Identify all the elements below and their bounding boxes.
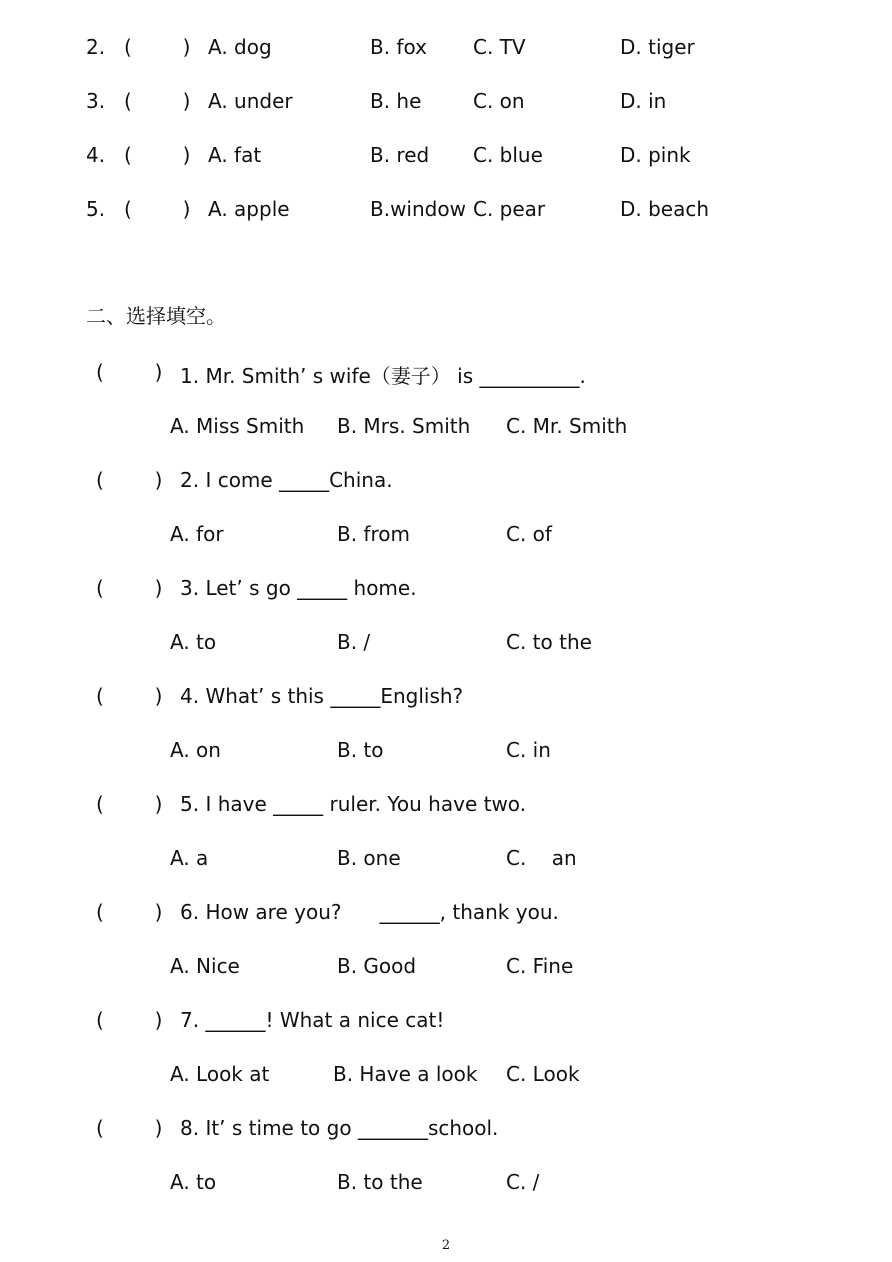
- option-c: C. TV: [473, 35, 526, 59]
- part2-question-stem: [0, 1116, 892, 1140]
- part2-question-stem: [0, 1008, 892, 1032]
- option-d: D. tiger: [620, 35, 695, 59]
- option-c: C. Look: [506, 1062, 580, 1086]
- option-c: C. Mr. Smith: [506, 414, 628, 438]
- option-c: C. Fine: [506, 954, 574, 978]
- part2-question-stem: [0, 900, 892, 924]
- answer-parentheses[interactable]: ( ): [96, 900, 163, 924]
- option-b: B.window: [370, 197, 466, 221]
- option-b: B. Mrs. Smith: [337, 414, 471, 438]
- option-a: A. to: [170, 1170, 217, 1194]
- option-c: C. of: [506, 522, 552, 546]
- option-d: D. pink: [620, 143, 691, 167]
- question-stem: 5. I have _____ ruler. You have two.: [180, 792, 527, 816]
- option-a: A. a: [170, 846, 209, 870]
- part2-options: [0, 630, 892, 654]
- part1-question: [0, 197, 892, 221]
- option-a: A. on: [170, 738, 221, 762]
- option-a: A. fat: [208, 143, 262, 167]
- option-c: C. /: [506, 1170, 540, 1194]
- option-a: A. for: [170, 522, 224, 546]
- question-stem: 1. Mr. Smith’ s wife（妻子） is __________.: [180, 364, 586, 388]
- option-b: B. to the: [337, 1170, 423, 1194]
- part2-options: [0, 846, 892, 870]
- option-a: A. under: [208, 89, 293, 113]
- question-stem: 2. I come _____China.: [180, 468, 393, 492]
- option-a: A. Look at: [170, 1062, 270, 1086]
- part2-options: [0, 954, 892, 978]
- question-stem: 4. What’ s this _____English?: [180, 684, 464, 708]
- option-c: C. on: [473, 89, 525, 113]
- part2-options: [0, 738, 892, 762]
- question-number: 5.: [86, 197, 106, 221]
- option-b: B. he: [370, 89, 422, 113]
- option-c: C. an: [506, 846, 577, 870]
- option-b: B. /: [337, 630, 371, 654]
- option-a: A. Miss Smith: [170, 414, 305, 438]
- option-b: B. one: [337, 846, 401, 870]
- option-b: B. red: [370, 143, 430, 167]
- answer-parentheses[interactable]: ( ): [96, 684, 163, 708]
- option-b: B. Good: [337, 954, 417, 978]
- answer-parentheses[interactable]: ( ): [96, 360, 163, 384]
- answer-parentheses[interactable]: ( ): [96, 468, 163, 492]
- answer-parentheses[interactable]: ( ): [96, 576, 163, 600]
- answer-parentheses[interactable]: ( ): [124, 35, 191, 59]
- part2-options: [0, 522, 892, 546]
- part2-question-stem: [0, 468, 892, 492]
- option-c: C. to the: [506, 630, 592, 654]
- part1-question: [0, 143, 892, 167]
- question-stem: 3. Let’ s go _____ home.: [180, 576, 417, 600]
- answer-parentheses[interactable]: ( ): [96, 792, 163, 816]
- answer-parentheses[interactable]: ( ): [96, 1008, 163, 1032]
- answer-parentheses[interactable]: ( ): [96, 1116, 163, 1140]
- option-a: A. dog: [208, 35, 272, 59]
- answer-parentheses[interactable]: ( ): [124, 143, 191, 167]
- page-number: 2: [441, 1238, 451, 1253]
- option-b: B. to: [337, 738, 384, 762]
- option-c: C. in: [506, 738, 551, 762]
- option-b: B. fox: [370, 35, 427, 59]
- question-number: 2.: [86, 35, 106, 59]
- option-a: A. apple: [208, 197, 290, 221]
- option-b: B. from: [337, 522, 410, 546]
- part2-question-stem: [0, 684, 892, 708]
- question-stem: 6. How are you? ______, thank you.: [180, 900, 559, 924]
- option-a: A. Nice: [170, 954, 240, 978]
- option-d: D. in: [620, 89, 667, 113]
- part2-question-stem: [0, 360, 892, 388]
- answer-parentheses[interactable]: ( ): [124, 89, 191, 113]
- part2-question-stem: [0, 792, 892, 816]
- part1-question: [0, 35, 892, 59]
- part1-question: [0, 89, 892, 113]
- option-d: D. beach: [620, 197, 710, 221]
- part2-options: [0, 1170, 892, 1194]
- option-b: B. Have a look: [333, 1062, 478, 1086]
- part2-question-stem: [0, 576, 892, 600]
- option-a: A. to: [170, 630, 217, 654]
- option-c: C. blue: [473, 143, 543, 167]
- question-number: 3.: [86, 89, 106, 113]
- answer-parentheses[interactable]: ( ): [124, 197, 191, 221]
- section-title: 二、选择填空。: [86, 304, 226, 328]
- question-stem: 7. ______! What a nice cat!: [180, 1008, 445, 1032]
- part2-options: [0, 1062, 892, 1086]
- part2-options: [0, 414, 892, 438]
- question-stem: 8. It’ s time to go _______school.: [180, 1116, 499, 1140]
- question-number: 4.: [86, 143, 106, 167]
- option-c: C. pear: [473, 197, 546, 221]
